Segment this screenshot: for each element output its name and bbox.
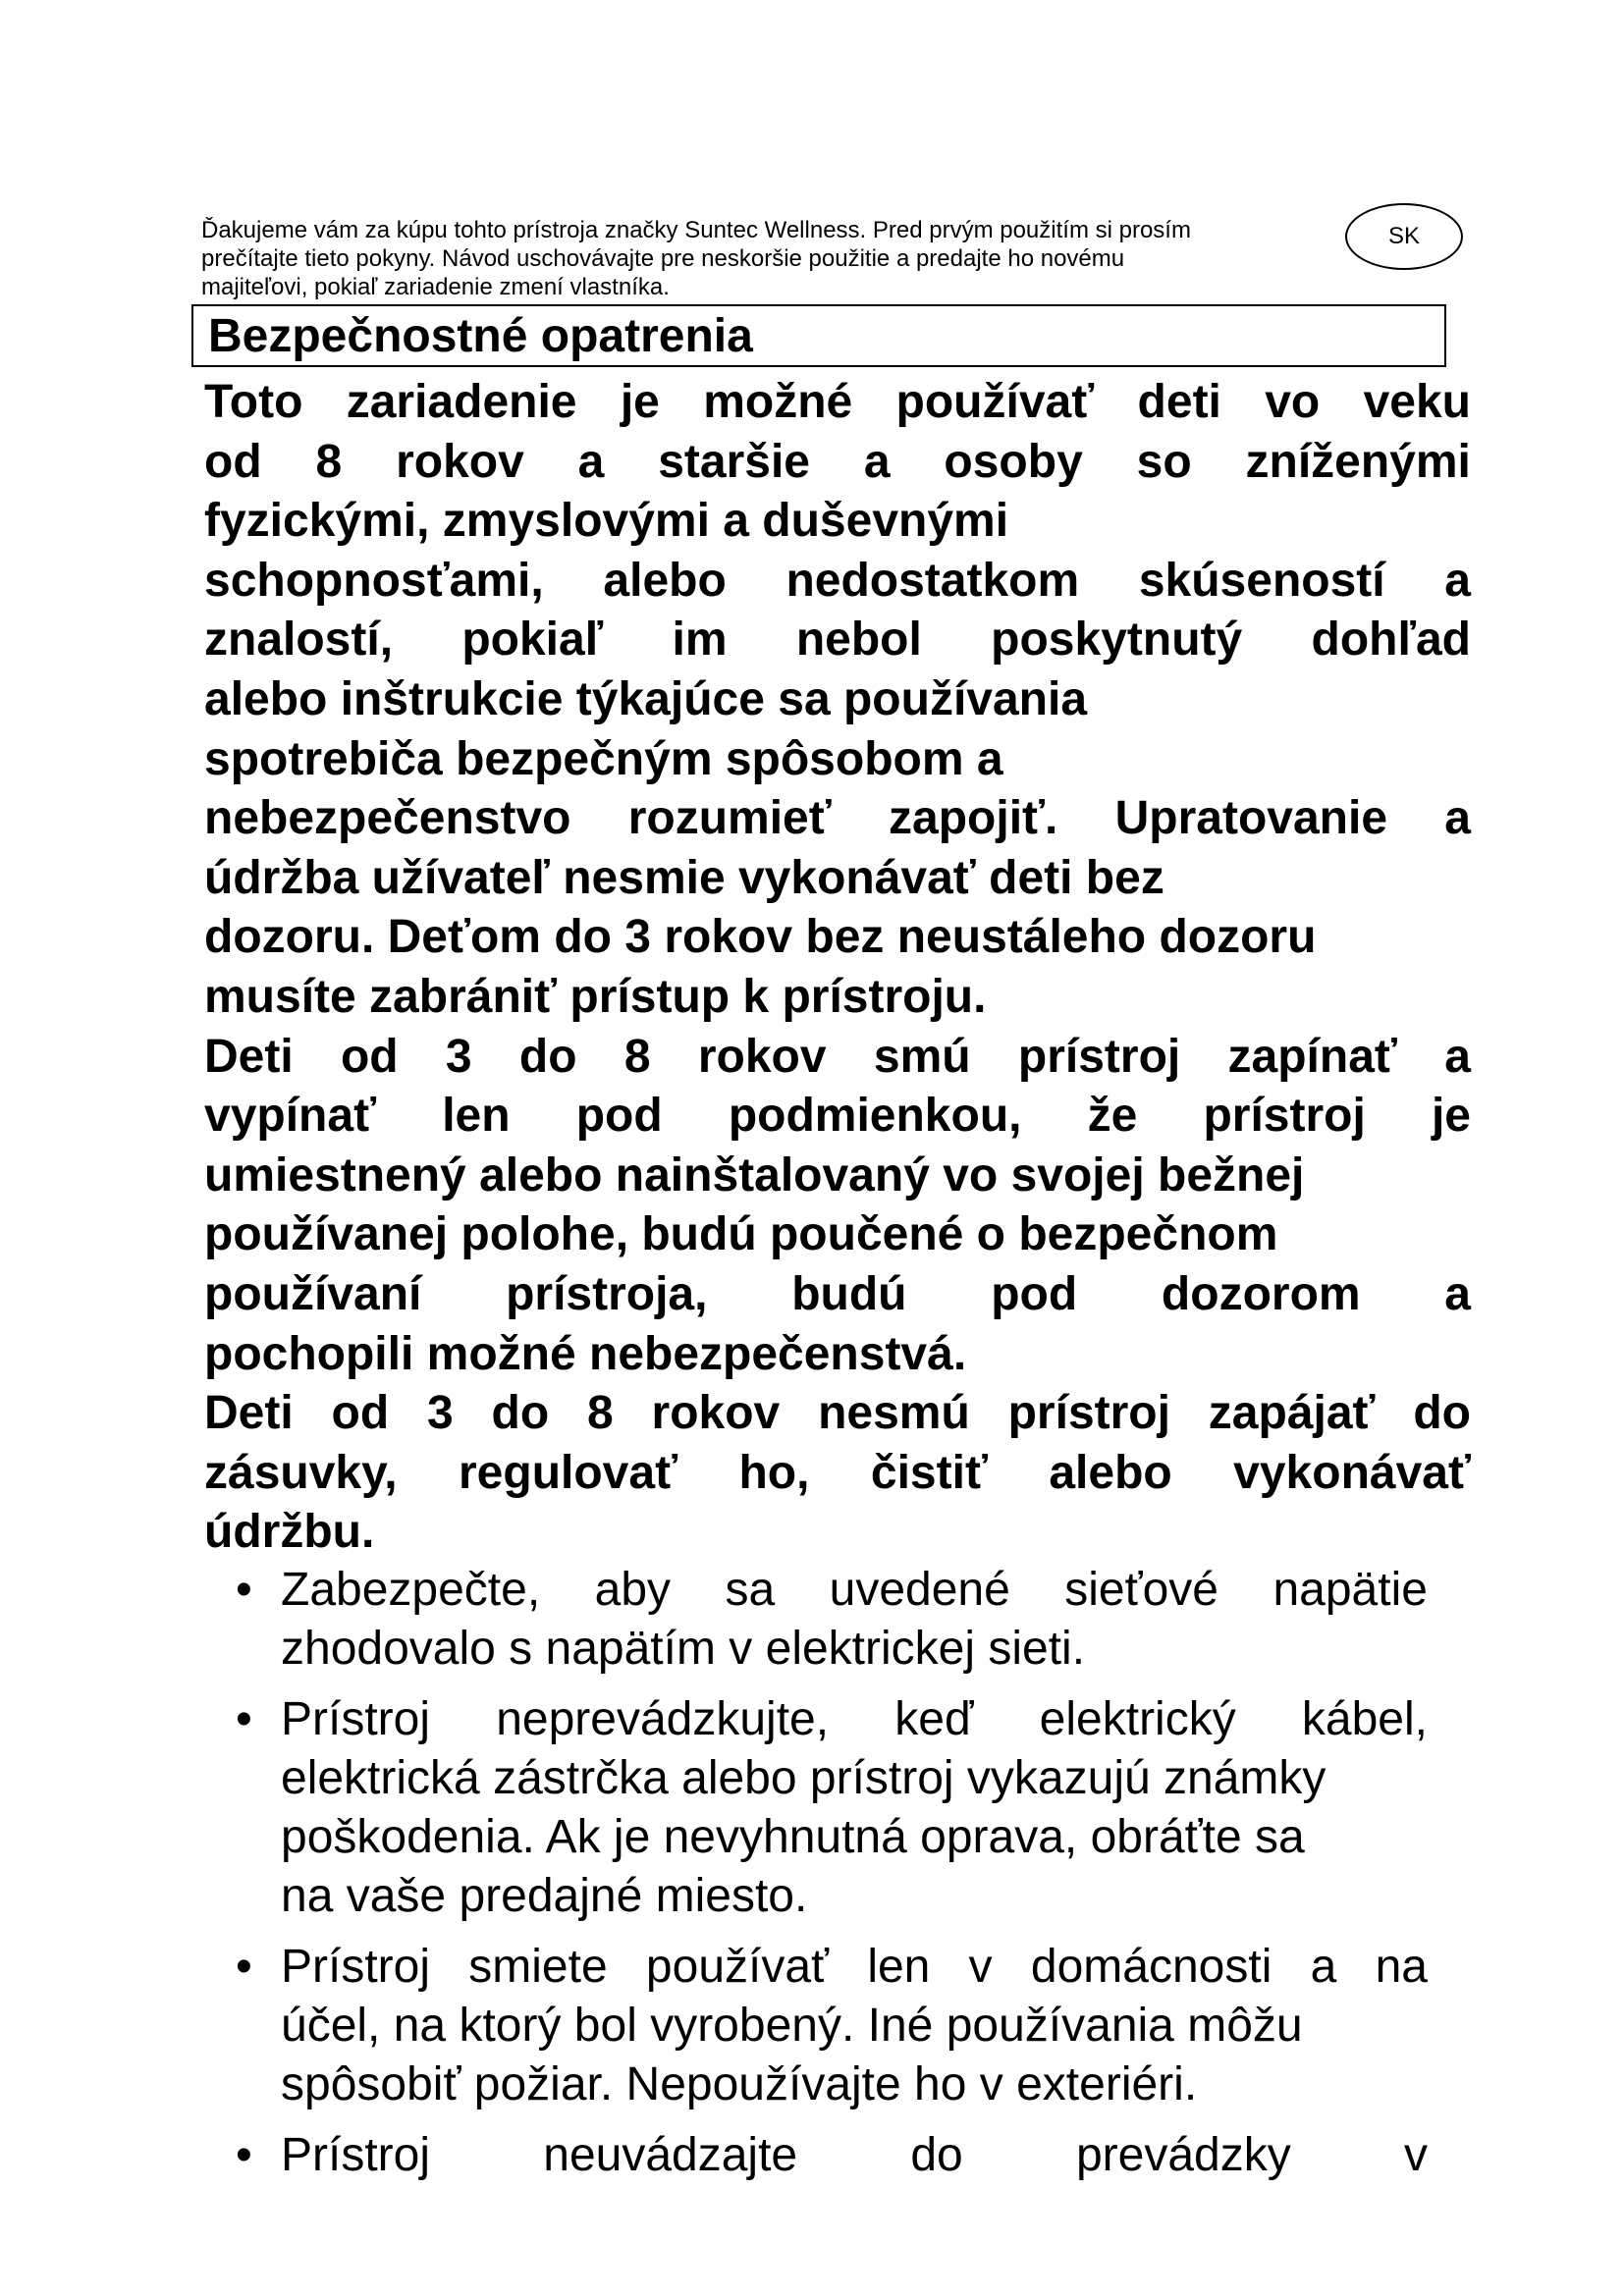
list-item [236,1938,1429,2114]
paragraph-line: od 8 rokov a staršie a osoby so zníženými [204,435,1471,488]
paragraph-line: Deti od 3 do 8 rokov nesmú prístroj zapájať do [204,1387,1471,1440]
language-badge: SK [1345,203,1463,270]
bullet-line: na vaše predajné miesto. [281,1870,808,1922]
paragraph-line: fyzickými, zmyslovými a duševnými [204,495,1009,548]
safety-bullet-list [236,1561,1429,2197]
paragraph-line: alebo inštrukcie týkajúce sa používania [204,672,1088,725]
paragraph-line: nebezpečenstvo rozumieť zapojiť. Upratovanie a [204,792,1471,845]
paragraph-line: vypínať len pod podmienkou, že prístroj je [204,1090,1471,1143]
bullet-line: elektrická zástrčka alebo prístroj vykazujú známky [281,1752,1326,1804]
bullet-line: • Prístroj neuvádzajte do prevádzky v [281,2129,1428,2181]
bullet-line: spôsobiť požiar. Nepoužívajte ho v exteriéri. [281,2058,1198,2110]
list-item [236,2126,1429,2185]
bullet-line: účel, na ktorý bol vyrobený. Iné používania môžu [281,2000,1303,2052]
paragraph-line: zásuvky, regulovať ho, čistiť alebo vykonávať [204,1446,1471,1499]
paragraph-line: znalostí, pokiaľ im nebol poskytnutý dohľad [204,614,1471,667]
paragraph-line: údržba užívateľ nesmie vykonávať deti bez [204,851,1164,904]
list-item [236,1561,1429,1679]
bullet-line: • Zabezpečte, aby sa uvedené sieťové napätie [281,1564,1428,1616]
paragraph-line: údržbu. [204,1506,375,1559]
paragraph-line: používaní prístroja, budú pod dozorom a [204,1267,1471,1320]
intro-text [201,216,1311,301]
list-item [236,1690,1429,1926]
paragraph-line: schopnosťami, alebo nedostatkom skúseností a [204,554,1471,607]
paragraph-line: Toto zariadenie je možné používať deti vo veku [204,376,1471,428]
paragraph-line: dozoru. Deťom do 3 rokov bez neustáleho dozoru [204,911,1317,964]
paragraph-line: používanej polohe, budú poučené o bezpečnom [204,1208,1278,1261]
intro-line: Ďakujeme vám za kúpu tohto prístroja značky Suntec Wellness. Pred prvým použitím si prosím [201,217,1191,243]
intro-line: majiteľovi, pokiaľ zariadenie zmení vlastníka. [201,274,670,300]
section-title: Bezpečnostné opatrenia [191,304,1446,367]
paragraph-line: pochopili možné nebezpečenstvá. [204,1327,967,1380]
bullet-line: poškodenia. Ak je nevyhnutná oprava, obráťte sa [281,1811,1305,1863]
paragraph-line: spotrebiča bezpečným spôsobom a [204,732,1003,785]
paragraph-line: Deti od 3 do 8 rokov smú prístroj zapínať a [204,1030,1471,1083]
paragraph-line: musíte zabrániť prístup k prístroju. [204,970,987,1023]
bullet-line: • Prístroj smiete používať len v domácnosti a na [281,1941,1428,1993]
paragraph-line: umiestnený alebo nainštalovaný vo svojej bežnej [204,1148,1305,1201]
safety-warning-paragraph [204,373,1471,1563]
bullet-line: • Prístroj neprevádzkujte, keď elektrický kábel, [281,1693,1428,1745]
intro-line: prečítajte tieto pokyny. Návod uschovávajte pre neskoršie použitie a predajte ho novému [201,245,1125,272]
bullet-line: zhodovalo s napätím v elektrickej sieti. [281,1623,1086,1675]
